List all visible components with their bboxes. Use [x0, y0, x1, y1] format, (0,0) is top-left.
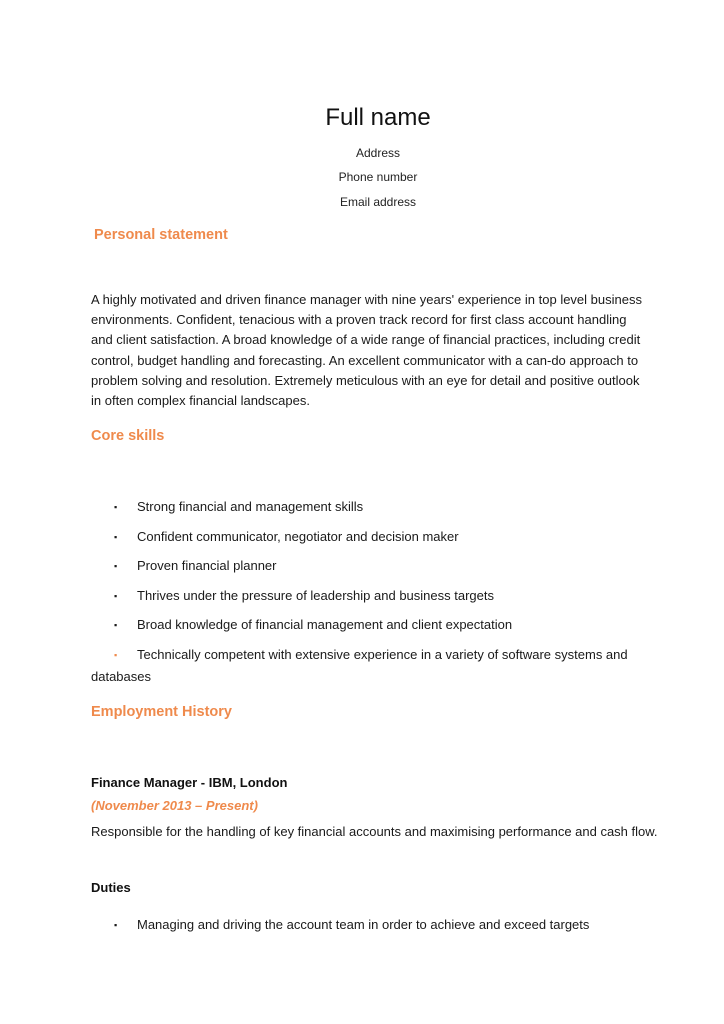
job-dates: (November 2013 – Present)	[91, 798, 258, 813]
list-item	[91, 914, 589, 936]
list-item	[91, 644, 681, 688]
bullet-icon: ▪	[114, 920, 118, 930]
address: Address	[355, 146, 401, 160]
duties-list	[91, 914, 589, 936]
skill-text: Thrives under the pressure of leadership and business targets	[137, 587, 494, 603]
core-skills-list	[91, 496, 681, 695]
phone-number: Phone number	[338, 170, 418, 184]
bullet-icon: ▪	[114, 502, 118, 512]
personal-statement-text: A highly motivated and driven finance manager with nine years' experience in top level business environments. Confident, tenacious with a proven track record for first class account handling and client satisfaction. A broad knowledge of a wide range of financial practices, including credit control, budget handling and forecasting. An excellent communicator with a can-do approach to problem solving and resolution. Extremely meticulous with an eye for detail and positive outlook in often complex financial landscapes.	[91, 292, 642, 409]
bullet-icon: ▪	[114, 590, 118, 601]
employment-history-heading: Employment History	[91, 704, 232, 720]
full-name: Full name	[325, 104, 431, 131]
bullet-icon: ▪	[114, 649, 118, 660]
personal-statement-heading: Personal statement	[94, 227, 228, 243]
bullet-icon: ▪	[114, 620, 118, 630]
skill-text: Confident communicator, negotiator and decision maker	[137, 528, 459, 544]
list-item	[91, 496, 681, 518]
bullet-icon: ▪	[114, 561, 118, 571]
duties-label: Duties	[91, 880, 131, 895]
job-description: Responsible for the handling of key financial accounts and maximising performance and cash flow.	[91, 824, 658, 839]
skill-text: Broad knowledge of financial management and client expectation	[137, 617, 513, 632]
email-address: Email address	[339, 195, 417, 209]
bullet-icon: ▪	[114, 531, 118, 542]
skill-text: Proven financial planner	[137, 558, 277, 573]
duty-text: Managing and driving the account team in order to achieve and exceed targets	[137, 917, 590, 932]
list-item	[91, 585, 681, 607]
list-item	[91, 526, 681, 548]
list-item	[91, 614, 681, 636]
job-title: Finance Manager - IBM, London	[91, 775, 288, 790]
core-skills-heading: Core skills	[91, 428, 165, 444]
skill-text: Strong financial and management skills	[137, 499, 364, 514]
skill-text: Technically competent with extensive experience in a variety of software systems and databases	[91, 646, 628, 684]
list-item	[91, 555, 681, 577]
